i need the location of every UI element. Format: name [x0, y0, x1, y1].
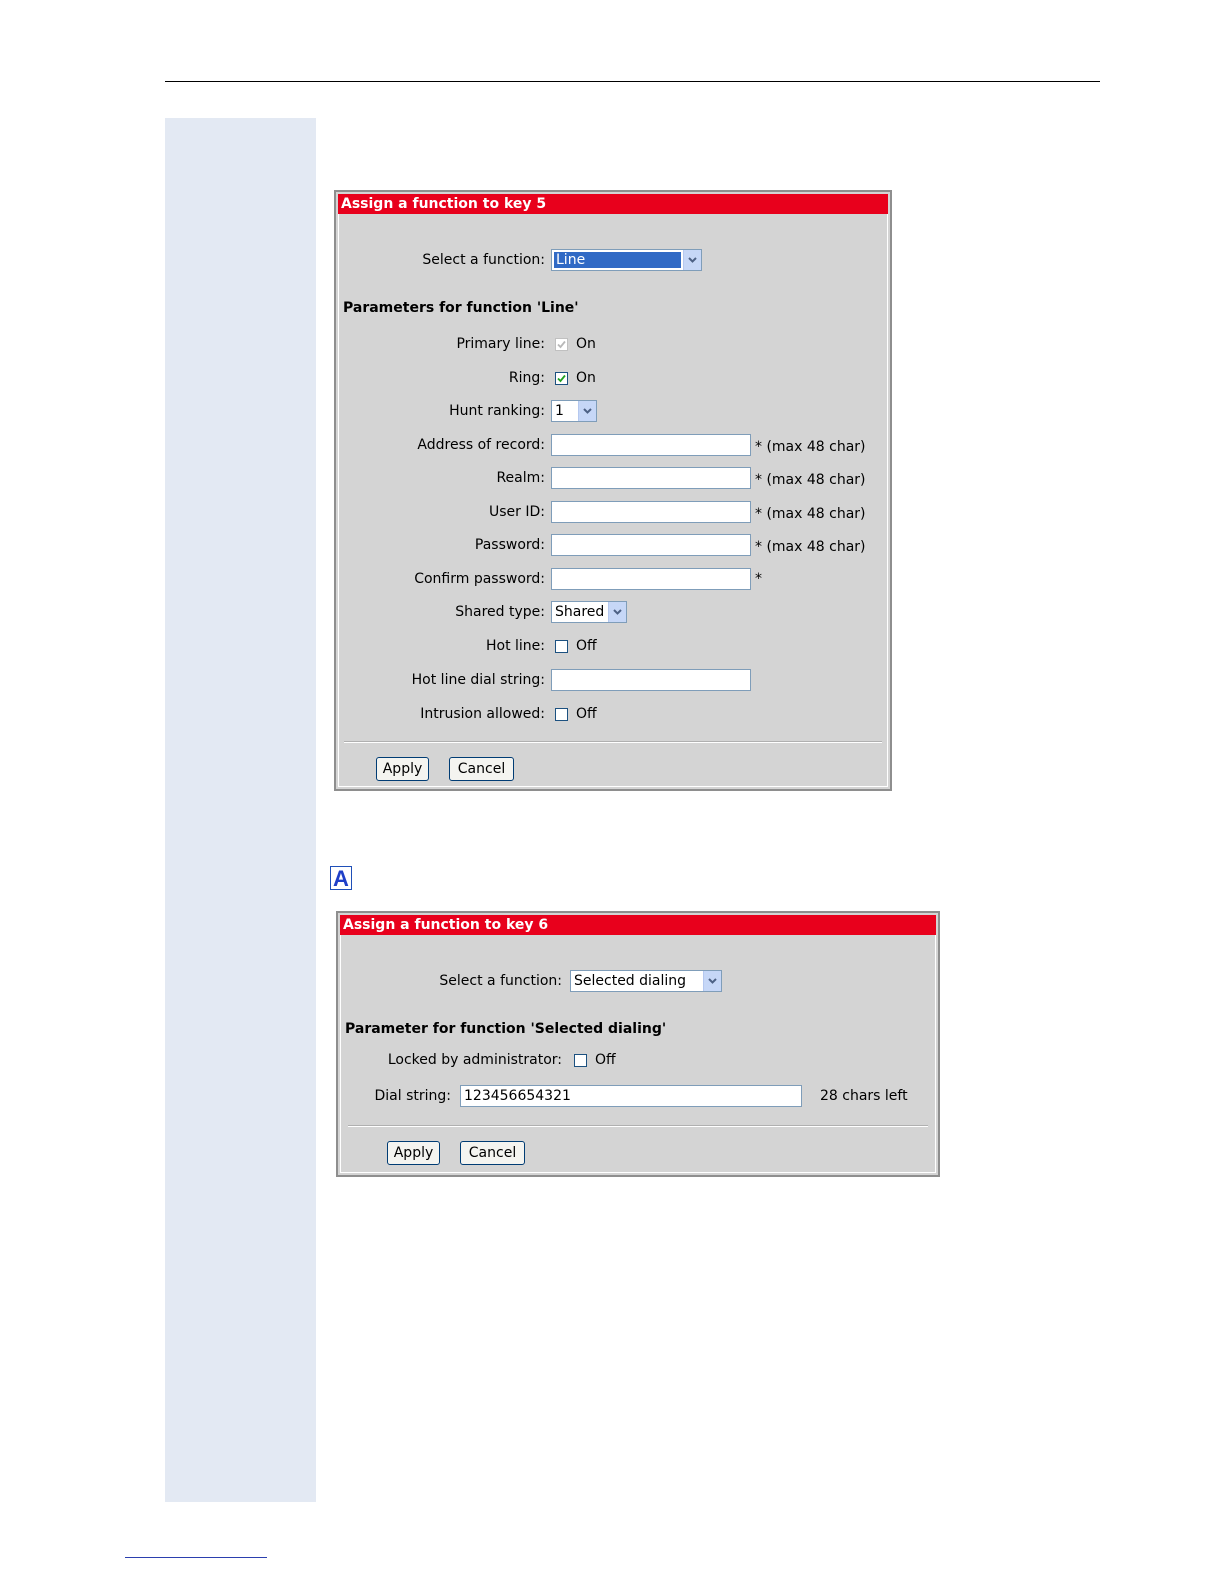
hot-line-label: Hot line: — [485, 638, 545, 654]
confirm-password-row — [336, 567, 890, 591]
function-select[interactable]: Selected dialing — [570, 970, 722, 992]
primary-line-label: Primary line: — [456, 336, 545, 352]
margin-column — [165, 118, 316, 1502]
realm-note: * (max 48 char) — [755, 472, 866, 488]
cancel-button[interactable]: Cancel — [449, 757, 514, 781]
panel-title: Assign a function to key 6 — [340, 915, 936, 935]
chevron-down-icon[interactable] — [608, 602, 626, 622]
marker-a-icon — [330, 866, 352, 890]
section-title: Parameters for function 'Line' — [343, 300, 579, 316]
cancel-button[interactable]: Cancel — [460, 1141, 525, 1165]
header-rule — [165, 81, 1100, 82]
intrusion-allowed-label: Intrusion allowed: — [420, 706, 545, 722]
hot-line-state: Off — [576, 638, 597, 654]
ring-label: Ring: — [508, 370, 545, 386]
ring-state: On — [576, 370, 596, 386]
section-title: Parameter for function 'Selected dialing' — [345, 1021, 667, 1037]
locked-checkbox[interactable] — [574, 1054, 587, 1067]
password-row — [336, 533, 890, 557]
dial-string-input[interactable]: 123456654321 — [460, 1085, 802, 1107]
realm-label: Realm: — [496, 470, 545, 486]
hot-line-dial-string-row — [336, 668, 890, 692]
address-of-record-row — [336, 433, 890, 457]
ring-checkbox[interactable] — [555, 372, 568, 385]
confirm-password-input[interactable] — [551, 568, 751, 590]
primary-line-row — [336, 332, 890, 356]
password-label: Password: — [474, 537, 545, 553]
select-function-label: Select a function: — [422, 252, 545, 268]
shared-type-label: Shared type: — [455, 604, 545, 620]
assign-key6-panel — [336, 911, 940, 1177]
address-of-record-input[interactable] — [551, 434, 751, 456]
select-function-label: Select a function: — [439, 973, 562, 989]
divider — [348, 1125, 928, 1127]
confirm-password-note: * — [755, 571, 762, 587]
hot-line-row — [336, 634, 890, 658]
intrusion-allowed-checkbox[interactable] — [555, 708, 568, 721]
locked-row — [338, 1048, 938, 1072]
footer-link-underline[interactable] — [125, 1557, 267, 1558]
hunt-ranking-select[interactable]: 1 — [551, 400, 597, 422]
shared-type-select[interactable]: Shared — [551, 601, 627, 623]
hot-line-dial-string-label: Hot line dial string: — [411, 672, 545, 688]
user-id-label: User ID: — [489, 504, 545, 520]
shared-type-row — [336, 600, 890, 624]
locked-label: Locked by administrator: — [387, 1052, 562, 1068]
intrusion-allowed-state: Off — [576, 706, 597, 722]
select-function-row — [336, 248, 890, 272]
confirm-password-label: Confirm password: — [414, 571, 545, 587]
chevron-down-icon[interactable] — [703, 971, 721, 991]
chars-left-counter: 28 chars left — [820, 1088, 908, 1104]
address-of-record-label: Address of record: — [417, 437, 545, 453]
dial-string-row — [338, 1084, 938, 1108]
password-note: * (max 48 char) — [755, 539, 866, 555]
user-id-input[interactable] — [551, 501, 751, 523]
marker-letter: A — [333, 866, 349, 890]
ring-row — [336, 366, 890, 390]
realm-row — [336, 466, 890, 490]
hunt-ranking-label: Hunt ranking: — [449, 403, 545, 419]
locked-state: Off — [595, 1052, 616, 1068]
realm-input[interactable] — [551, 467, 751, 489]
chevron-down-icon[interactable] — [578, 401, 596, 421]
hot-line-dial-string-input[interactable] — [551, 669, 751, 691]
intrusion-allowed-row — [336, 702, 890, 726]
user-id-row — [336, 500, 890, 524]
hot-line-checkbox[interactable] — [555, 640, 568, 653]
panel-title: Assign a function to key 5 — [338, 194, 888, 214]
password-input[interactable] — [551, 534, 751, 556]
select-function-row — [338, 969, 938, 993]
apply-button[interactable]: Apply — [376, 757, 429, 781]
hunt-ranking-row — [336, 399, 890, 423]
user-id-note: * (max 48 char) — [755, 506, 866, 522]
function-select[interactable]: Line — [551, 249, 702, 271]
apply-button[interactable]: Apply — [387, 1141, 440, 1165]
assign-key5-panel — [334, 190, 892, 791]
chevron-down-icon[interactable] — [683, 250, 701, 270]
dial-string-label: Dial string: — [374, 1088, 451, 1104]
primary-line-checkbox[interactable] — [555, 338, 568, 351]
divider — [344, 741, 882, 743]
address-of-record-note: * (max 48 char) — [755, 439, 866, 455]
primary-line-state: On — [576, 336, 596, 352]
